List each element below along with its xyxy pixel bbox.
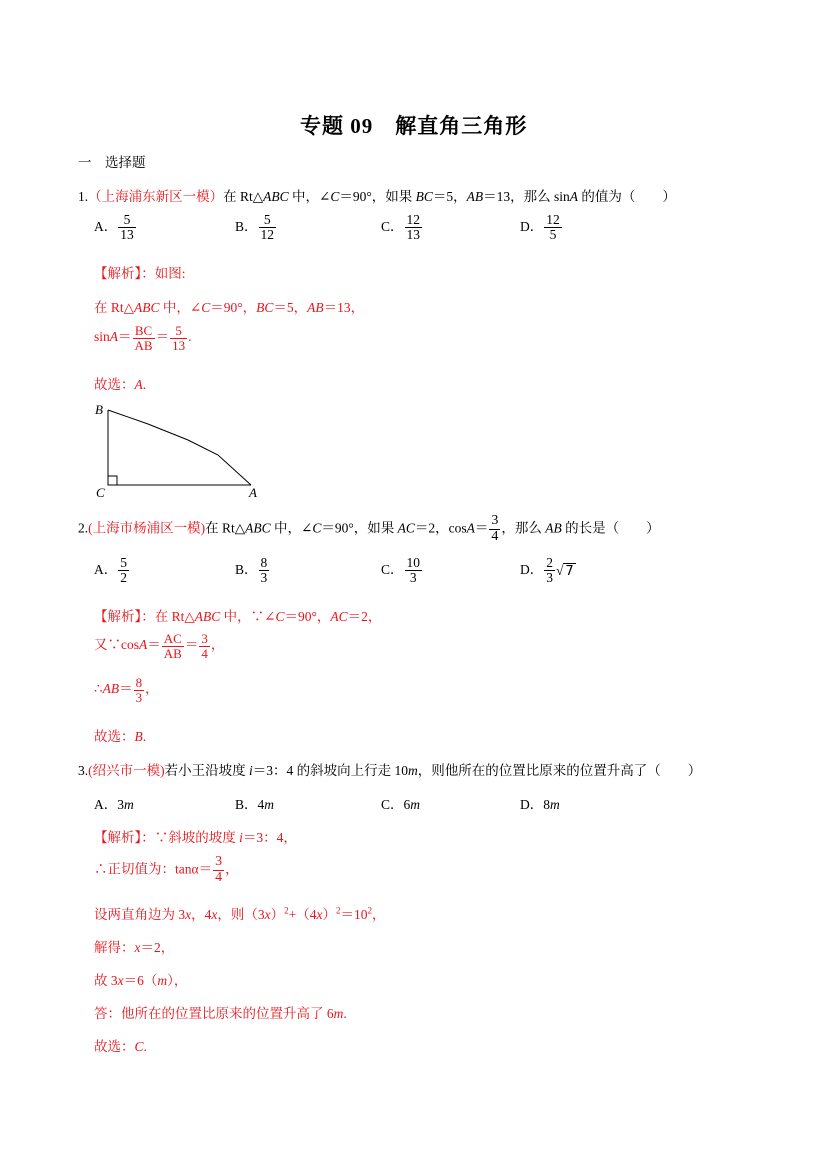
q1-answer: 故选：A. [94, 377, 147, 392]
solution-label: 【解析】： [94, 266, 155, 281]
q3-solution-line1: 【解析】：∵斜坡的坡度 i＝3：4， [94, 830, 297, 845]
q2-solution-line3: ∴AB＝ $\frac{8}{3}$ ， [94, 675, 159, 705]
vertex-label-a: A [249, 485, 257, 500]
q1-option-a: A． $\frac{5}{13}$ [94, 212, 134, 243]
q1-solution-line3: sinA＝ $\frac{BC}{AB}$ ＝ $\frac{5}{13}$ . [94, 323, 192, 353]
q2-stem: 2.(上海市杨浦区一模)在 Rt△ABC 中，∠C＝90°，如果 AC＝2，cosA＝ $\frac{3}{4}$ ，那么 AB 的长是（ ） [78, 513, 660, 544]
section-heading: 一 选择题 [78, 155, 146, 170]
right-angle-mark [108, 476, 117, 485]
solution-label: 【解析】： [94, 830, 155, 845]
q1-option-c: C． $\frac{12}{13}$ [381, 212, 421, 243]
q3-source: (绍兴市一模) [88, 763, 165, 778]
q2-solution-line2: 又∵cosA＝ $\frac{AC}{AB}$ ＝ $\frac{3}{4}$ ， [94, 631, 225, 661]
q3-answer: 故选：C. [94, 1039, 147, 1054]
q2-number: 2. [78, 520, 89, 536]
q2-source: (上海市杨浦区一模) [88, 520, 206, 536]
page-title: 专题 09 解直角三角形 [300, 114, 528, 138]
triangle-legs [108, 410, 251, 485]
q3-option-a: A．3m [94, 797, 134, 812]
q1-number: 1. [78, 189, 89, 204]
q1-solution-line2: 在 Rt△ABC 中，∠C＝90°，BC＝5，AB＝13， [94, 300, 365, 315]
q2-solution-line1: 【解析】：在 Rt△ABC 中，∵∠C＝90°，AC＝2， [94, 609, 382, 624]
q1-source: （上海浦东新区一模） [88, 189, 224, 204]
q3-solution-line2: ∴正切值为：tanα＝ $\frac{3}{4}$ ， [94, 854, 239, 885]
q3-stem: 3.(绍兴市一模)若小王沿坡度 i＝3：4 的斜坡向上行走 10m，则他所在的位置比原来的位置升高了（ ） [78, 763, 702, 778]
q1-solution-line1: 【解析】：如图: [94, 266, 186, 281]
q2-option-d: D． $\frac{2}{3}$ √ 7 [520, 555, 574, 586]
q1-stem: 1.（上海浦东新区一模）在 Rt△ABC 中，∠C＝90°，如果 BC＝5，AB＝13，那么 sinA 的值为（ ） [78, 189, 676, 204]
q3-option-d: D．8m [520, 797, 560, 812]
sqrt-sign: √ 7 [556, 562, 574, 579]
vertex-label-c: C [96, 485, 105, 500]
q2-option-c: C． $\frac{10}{3}$ [381, 555, 421, 586]
q3-solution-line5: 故 3x＝6（m）， [94, 973, 188, 988]
q3-number: 3. [78, 763, 89, 778]
q2-option-b: B． $\frac{8}{3}$ [235, 555, 268, 586]
q1-option-d: D． $\frac{12}{5}$ [520, 212, 560, 243]
q1-triangle-figure [88, 398, 268, 503]
triangle-hypotenuse [108, 410, 251, 485]
solution-label: 【解析】： [94, 609, 155, 624]
q3-option-c: C．6m [381, 797, 421, 812]
q3-option-b: B．4m [235, 797, 275, 812]
q3-solution-line3: 设两直角边为 3x，4x，则$(3x)^2+(4x)^2=10^2$， [94, 905, 386, 922]
q3-solution-line6: 答：他所在的位置比原来的位置升高了 6m. [94, 1006, 347, 1021]
vertex-label-b: B [95, 402, 103, 417]
q2-option-a: A． $\frac{5}{2}$ [94, 555, 127, 586]
q1-option-b: B． $\frac{5}{12}$ [235, 212, 275, 243]
q3-solution-line4: 解得：x＝2， [94, 940, 175, 955]
q2-answer: 故选：B. [94, 729, 147, 744]
